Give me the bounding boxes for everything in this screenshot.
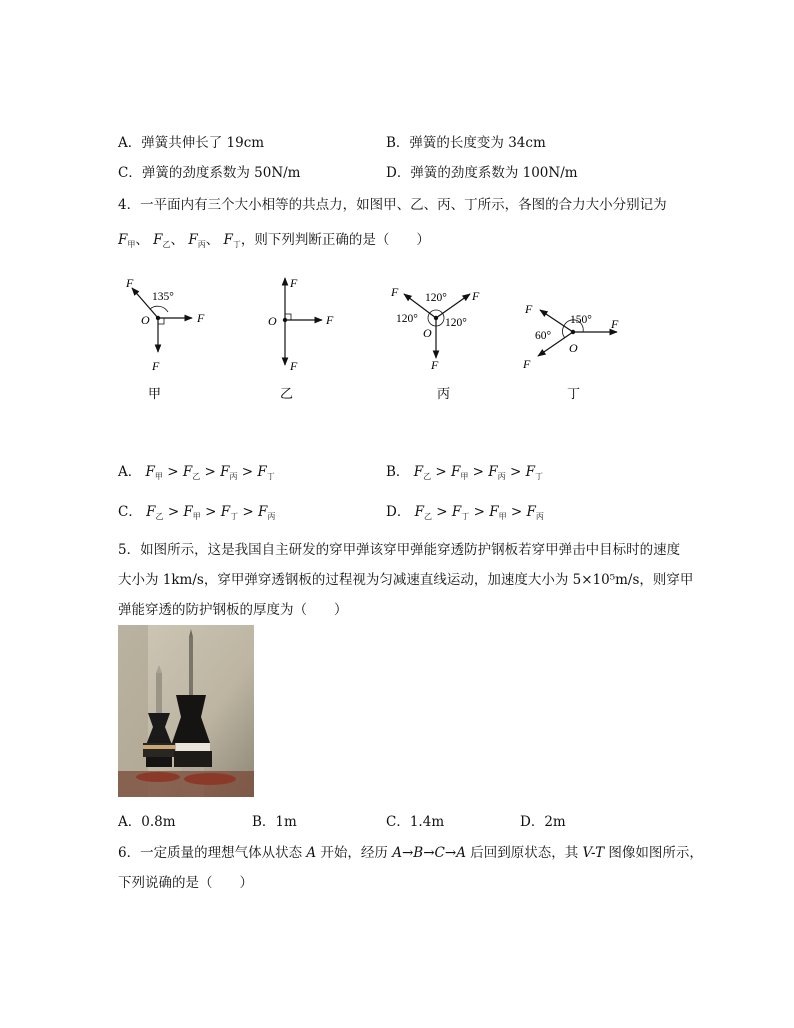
point-o-label: O <box>423 326 432 340</box>
q3-option-a[interactable]: A．弹簧共伸长了 19cm <box>118 135 265 151</box>
figure-jia <box>125 276 205 401</box>
angle-label: 120° <box>445 317 467 329</box>
armor-piercing-shell-photo <box>118 625 254 797</box>
figure-yi <box>268 276 334 401</box>
figure-bing <box>390 285 480 401</box>
angle-label: 120° <box>396 313 418 325</box>
angle-label: 135° <box>152 291 174 303</box>
q3-option-d[interactable]: D．弹簧的劲度系数为 100N/m <box>386 165 578 181</box>
q3-option-b[interactable]: B．弹簧的长度变为 34cm <box>386 135 546 151</box>
caption-jia: 甲 <box>148 386 162 401</box>
force-label: F <box>523 357 531 371</box>
caption-yi: 乙 <box>280 386 294 401</box>
force-label: F <box>525 302 533 316</box>
force-label: F <box>326 313 334 327</box>
point-o-label: O <box>268 314 277 328</box>
q5-stem-line3: 弹能穿透的防护钢板的厚度为（ ） <box>118 602 348 618</box>
force-label: F <box>611 317 619 331</box>
force-label: F <box>197 311 205 325</box>
q3-option-c[interactable]: C．弹簧的劲度系数为 50N/m <box>118 165 301 181</box>
q4-option-d[interactable]: D． $F_乙 > F_丁 > F_甲 > F_丙$ <box>386 504 544 521</box>
q4-stem-line1: 4．一平面内有三个大小相等的共点力，如图甲、乙、丙、丁所示，各图的合力大小分别记为 <box>118 197 667 213</box>
caption-bing: 丙 <box>437 386 451 401</box>
point-o-label: O <box>569 341 578 355</box>
q5-option-c[interactable]: C．1.4m <box>386 814 445 830</box>
point-o-label: O <box>141 313 150 327</box>
force-label: F <box>472 289 480 303</box>
q6-stem-line1: 6．一定质量的理想气体从状态 A 开始，经历 A→B→C→A 后回到原状态，其 V-T 图像如图所示， <box>118 845 703 861</box>
q4-option-b[interactable]: B． $F_乙 > F_甲 > F_丙 > F_丁$ <box>386 464 543 481</box>
q5-stem-line2: 大小为 1km/s，穿甲弹穿透钢板的过程视为匀减速直线运动，加速度大小为 5×10⁵m/s，则穿甲 <box>118 572 694 588</box>
q5-option-b[interactable]: B．1m <box>252 814 297 830</box>
q5-stem-line1: 5．如图所示，这是我国自主研发的穿甲弹该穿甲弹能穿透防护钢板若穿甲弹击中目标时的速度 <box>118 542 681 558</box>
q4-option-a[interactable]: A． $F_甲 > F_乙 > F_丙 > F_丁$ <box>118 464 275 481</box>
force-diagrams <box>110 270 640 410</box>
q6-stem-line2: 下列说确的是（ ） <box>118 875 253 891</box>
q4-stem-line2: $F_甲$、 $F_乙$、 $F_丙$、 $F_丁$，则下列判断正确的是（ ） <box>118 232 430 249</box>
angle-label: 150° <box>570 314 592 326</box>
angle-label: 120° <box>425 292 447 304</box>
q4-option-c[interactable]: C． $F_乙 > F_甲 > F_丁 > F_丙$ <box>118 504 276 521</box>
q5-option-d[interactable]: D．2m <box>520 814 566 830</box>
force-label: F <box>290 359 298 373</box>
force-label: F <box>126 276 134 290</box>
caption-ding: 丁 <box>567 386 581 401</box>
force-label: F <box>152 359 160 373</box>
force-label: F <box>431 358 439 372</box>
angle-label: 60° <box>535 330 552 342</box>
q5-option-a[interactable]: A．0.8m <box>118 814 176 830</box>
force-label: F <box>391 285 399 299</box>
figure-ding <box>522 302 619 401</box>
force-label: F <box>290 276 298 290</box>
